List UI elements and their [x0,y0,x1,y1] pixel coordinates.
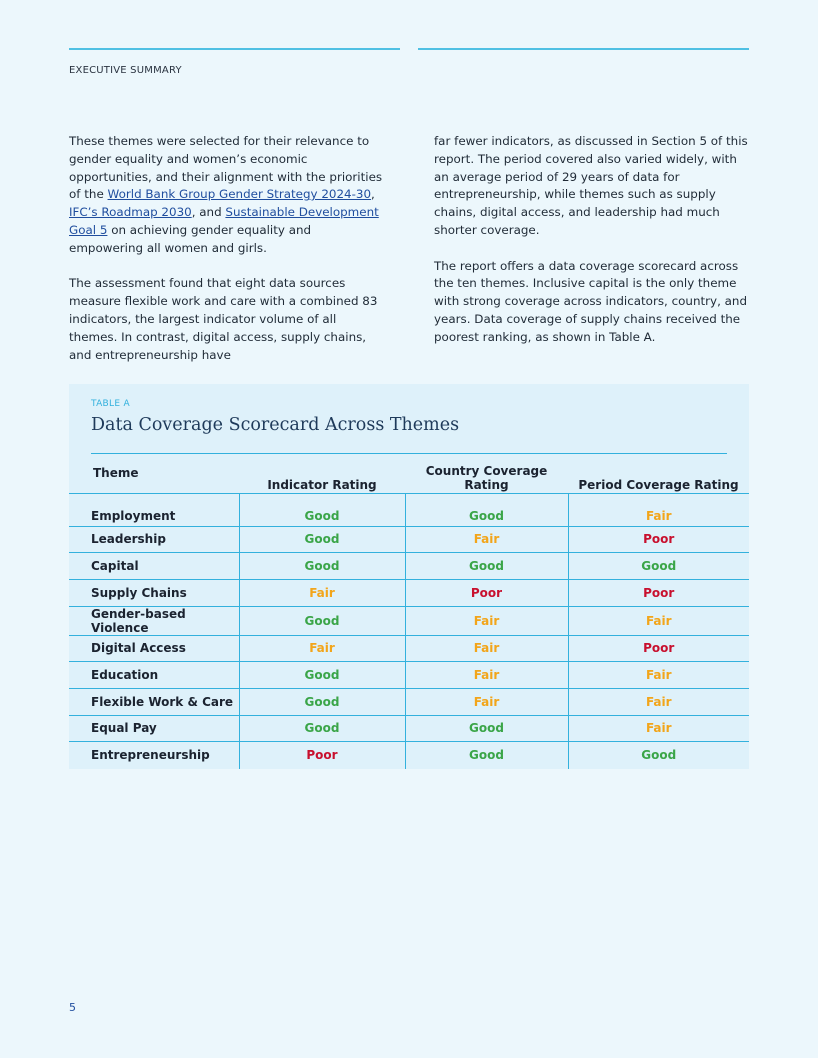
indicator-rating-cell: Poor [239,742,405,769]
table-row [69,553,749,580]
table-row [69,493,749,526]
country-coverage-rating-cell: Fair [405,688,568,715]
period-coverage-rating-cell: Poor [568,579,749,606]
theme-cell: Supply Chains [69,579,239,606]
period-coverage-rating-cell: Fair [568,662,749,689]
sdg5-link[interactable]: Sustainable Development Goal 5 [69,205,379,237]
period-coverage-rating-cell: Fair [568,688,749,715]
header-country-coverage-rating: Country Coverage Rating [425,463,548,492]
period-coverage-rating-cell: Fair [568,715,749,742]
table-row [69,742,749,769]
text-column-left [69,133,387,382]
header-period-coverage-rating: Period Coverage Rating [578,477,739,492]
country-coverage-rating-cell: Good [405,742,568,769]
period-coverage-rating-cell: Poor [568,635,749,662]
theme-cell: Leadership [69,526,239,553]
scorecard-panel [69,384,749,769]
country-coverage-rating-cell: Good [405,493,568,526]
table-row [69,688,749,715]
header-rule-left [69,48,400,50]
paragraph-1-text-b: , [371,187,375,202]
text-column-right [434,133,752,364]
country-coverage-rating-cell: Poor [405,579,568,606]
indicator-rating-cell: Fair [239,579,405,606]
header-rule-right [418,48,749,50]
theme-cell: Employment [69,493,239,526]
paragraph-1-text-c: , and [191,205,226,220]
indicator-rating-cell: Good [239,715,405,742]
period-coverage-rating-cell: Fair [568,606,749,635]
table-header-row [69,462,749,493]
paragraph-1-text-a: These themes were selected for their relevance to gender equality and women’s economic opportunities, and their alignment with the priorities of the [69,134,383,202]
table-row [69,662,749,689]
scorecard-table [69,462,749,769]
indicator-rating-cell: Good [239,688,405,715]
theme-cell: Digital Access [69,635,239,662]
paragraph-2: The assessment found that eight data sources measure flexible work and care with a combined 83 indicators, the largest indicator volume of all themes. In contrast, digital access, supply chains, and entrepreneurship have [69,276,378,362]
period-coverage-rating-cell: Poor [568,526,749,553]
theme-cell: Gender-based Violence [69,606,239,635]
table-row [69,526,749,553]
world-bank-strategy-link[interactable]: World Bank Group Gender Strategy 2024-30 [107,187,372,202]
header-indicator-rating: Indicator Rating [267,477,377,492]
indicator-rating-cell: Good [239,553,405,580]
period-coverage-rating-cell: Good [568,553,749,580]
section-label: EXECUTIVE SUMMARY [69,65,182,76]
indicator-rating-cell: Good [239,662,405,689]
country-coverage-rating-cell: Good [405,553,568,580]
ifc-roadmap-link[interactable]: IFC’s Roadmap 2030 [69,205,192,220]
paragraph-1 [69,133,387,258]
theme-cell: Education [69,662,239,689]
paragraph-4: The report offers a data coverage scorecard across the ten themes. Inclusive capital is the only theme with strong coverage across indicators, country, and years. Data coverage of supply chains received the poorest ranking, as shown in Table A. [434,258,748,344]
country-coverage-rating-cell: Fair [405,606,568,635]
table-row [69,579,749,606]
country-coverage-rating-cell: Fair [405,635,568,662]
indicator-rating-cell: Fair [239,635,405,662]
theme-cell: Capital [69,553,239,580]
theme-cell: Flexible Work & Care [69,688,239,715]
title-rule [91,453,727,454]
table-row [69,606,749,635]
theme-cell: Equal Pay [69,715,239,742]
table-label: TABLE A [91,399,130,409]
table-row [69,715,749,742]
theme-cell: Entrepreneurship [69,742,239,769]
table-title: Data Coverage Scorecard Across Themes [91,415,460,435]
country-coverage-rating-cell: Fair [405,662,568,689]
table-row [69,635,749,662]
indicator-rating-cell: Good [239,493,405,526]
paragraph-3: far fewer indicators, as discussed in Section 5 of this report. The period covered also varied widely, with an average period of 29 years of data for entrepreneurship, while themes such as supply chains, digital access, and leadership had much shorter coverage. [434,134,748,237]
indicator-rating-cell: Good [239,526,405,553]
period-coverage-rating-cell: Good [641,748,677,763]
header-theme: Theme [93,466,139,480]
period-coverage-rating-cell: Fair [568,493,749,526]
indicator-rating-cell: Good [239,606,405,635]
paragraph-1-text-d: on achieving gender equality and empowering all women and girls. [69,222,312,255]
page-number: 5 [69,1001,76,1014]
country-coverage-rating-cell: Good [405,715,568,742]
country-coverage-rating-cell: Fair [405,526,568,553]
